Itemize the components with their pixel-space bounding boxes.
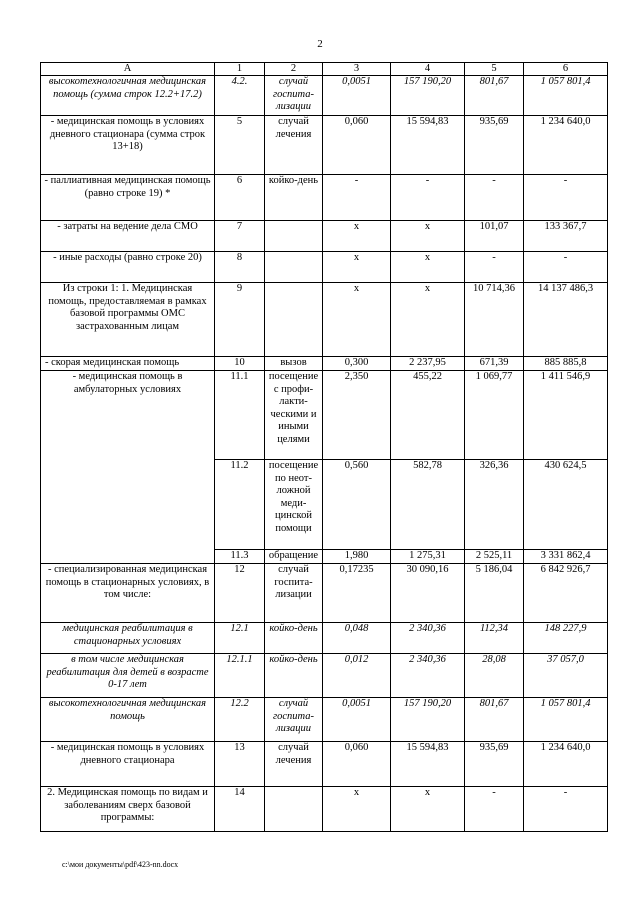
row-label: высокотехнологичная медицинская помощь [41,698,215,742]
row-label: - медицинская помощь в амбулаторных условиях [41,371,215,564]
header-cell: 3 [323,63,391,76]
row-unit: случай госпита-лизации [265,564,323,623]
header-cell: 2 [265,63,323,76]
row-col4: 15 594,83 [391,742,465,787]
row-col4: х [391,221,465,252]
row-unit: койко-день [265,654,323,698]
row-col4: х [391,252,465,283]
table-row [41,116,608,175]
table-header-row [41,63,608,76]
table-row [41,283,608,357]
row-unit: вызов [265,357,323,371]
row-label: высокотехнологичная медицинская помощь (сумма строк 12.2+17.2) [41,76,215,116]
row-col6: 1 234 640,0 [524,116,608,175]
header-cell: 5 [465,63,524,76]
table-row [41,371,608,460]
row-col6: 1 234 640,0 [524,742,608,787]
row-col5: 10 714,36 [465,283,524,357]
row-col3: 0,300 [323,357,391,371]
header-cell: 6 [524,63,608,76]
row-label: в том числе медицинская реабилитация для детей в возрасте 0-17 лет [41,654,215,698]
header-cell: 4 [391,63,465,76]
row-col4: 582,78 [391,460,465,550]
row-col5: 2 525,11 [465,550,524,564]
row-col3: 0,060 [323,742,391,787]
row-col3: 0,0051 [323,76,391,116]
row-col5: - [465,252,524,283]
row-col4: 2 340,36 [391,654,465,698]
row-code: 12.1 [215,623,265,654]
row-label: - паллиативная медицинская помощь (равно строке 19) * [41,175,215,221]
table-row [41,357,608,371]
row-col6: 148 227,9 [524,623,608,654]
row-col3: 0,060 [323,116,391,175]
row-unit: посещение по неот-ложной меди-цинской помощи [265,460,323,550]
row-code: 11.1 [215,371,265,460]
table-row [41,787,608,832]
row-col5: 326,36 [465,460,524,550]
row-code: 11.2 [215,460,265,550]
row-col4: 2 237,95 [391,357,465,371]
row-col3: 0,560 [323,460,391,550]
row-col3: 0,048 [323,623,391,654]
row-code: 14 [215,787,265,832]
row-col4: 15 594,83 [391,116,465,175]
row-col6: 37 057,0 [524,654,608,698]
row-col4: 30 090,16 [391,564,465,623]
table-row [41,742,608,787]
row-col5: 801,67 [465,698,524,742]
row-col5: 935,69 [465,742,524,787]
row-label: Из строки 1: 1. Медицинская помощь, предоставляемая в рамках базовой программы ОМС застрахованным лицам [41,283,215,357]
table-row [41,175,608,221]
row-code: 10 [215,357,265,371]
row-code: 9 [215,283,265,357]
row-code: 13 [215,742,265,787]
row-col5: 1 069,77 [465,371,524,460]
row-label: - затраты на ведение дела СМО [41,221,215,252]
row-code: 8 [215,252,265,283]
row-col6: 133 367,7 [524,221,608,252]
table-row [41,76,608,116]
row-col6: 1 411 546,9 [524,371,608,460]
row-col4: 157 190,20 [391,76,465,116]
row-code: 12.2 [215,698,265,742]
row-col6: 3 331 862,4 [524,550,608,564]
row-unit: случай госпита-лизации [265,698,323,742]
row-col5: 671,39 [465,357,524,371]
row-col3: - [323,175,391,221]
row-unit [265,283,323,357]
row-unit: обращение [265,550,323,564]
row-col5: - [465,787,524,832]
row-col5: 28,08 [465,654,524,698]
row-col6: 885 885,8 [524,357,608,371]
row-col3: 0,0051 [323,698,391,742]
row-col3: х [323,283,391,357]
row-col3: х [323,221,391,252]
row-code: 7 [215,221,265,252]
row-col4: 455,22 [391,371,465,460]
page-number: 2 [317,38,323,50]
row-col3: х [323,252,391,283]
table-row [41,654,608,698]
row-unit: случай лечения [265,116,323,175]
row-col4: - [391,175,465,221]
row-col4: 157 190,20 [391,698,465,742]
header-cell: А [41,63,215,76]
table-row [41,252,608,283]
row-label: - специализированная медицинская помощь в стационарных условиях, в том числе: [41,564,215,623]
row-unit: койко-день [265,175,323,221]
row-col6: 1 057 801,4 [524,76,608,116]
row-col3: 0,17235 [323,564,391,623]
row-col4: 1 275,31 [391,550,465,564]
row-label: - скорая медицинская помощь [41,357,215,371]
row-col6: 6 842 926,7 [524,564,608,623]
row-col6: 14 137 486,3 [524,283,608,357]
row-unit [265,252,323,283]
document-path-footer: c:\мои документы\pdf\423-nn.docx [62,860,179,869]
row-col3: х [323,787,391,832]
row-col5: 101,07 [465,221,524,252]
row-col4: х [391,787,465,832]
row-unit: посещение с профи-лакти-ческими и иными целями [265,371,323,460]
row-code: 12 [215,564,265,623]
row-col6: 430 624,5 [524,460,608,550]
table-row [41,221,608,252]
row-col5: 112,34 [465,623,524,654]
row-col5: 5 186,04 [465,564,524,623]
row-unit: случай госпита-лизации [265,76,323,116]
table-row [41,564,608,623]
row-col5: 801,67 [465,76,524,116]
row-code: 11.3 [215,550,265,564]
data-table [40,62,608,832]
row-col3: 0,012 [323,654,391,698]
header-cell: 1 [215,63,265,76]
row-code: 5 [215,116,265,175]
row-col6: 1 057 801,4 [524,698,608,742]
row-label: - медицинская помощь в условиях дневного стационара [41,742,215,787]
row-col3: 2,350 [323,371,391,460]
row-col5: 935,69 [465,116,524,175]
row-label: - иные расходы (равно строке 20) [41,252,215,283]
row-col4: 2 340,36 [391,623,465,654]
row-col6: - [524,252,608,283]
table-row [41,698,608,742]
row-col3: 1,980 [323,550,391,564]
row-unit [265,221,323,252]
row-code: 4.2. [215,76,265,116]
row-col6: - [524,787,608,832]
row-label: - медицинская помощь в условиях дневного стационара (сумма строк 13+18) [41,116,215,175]
row-code: 6 [215,175,265,221]
row-unit: случай лечения [265,742,323,787]
row-col5: - [465,175,524,221]
row-code: 12.1.1 [215,654,265,698]
row-unit: койко-день [265,623,323,654]
table-row [41,623,608,654]
row-col6: - [524,175,608,221]
row-col4: х [391,283,465,357]
row-unit [265,787,323,832]
row-label: 2. Медицинская помощь по видам и заболеваниям сверх базовой программы: [41,787,215,832]
row-label: медицинская реабилитация в стационарных условиях [41,623,215,654]
